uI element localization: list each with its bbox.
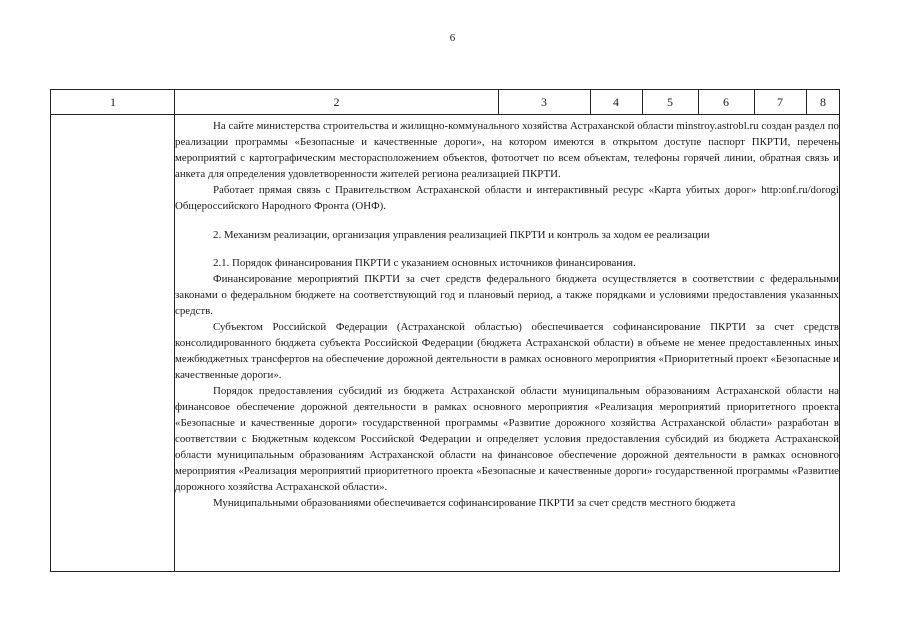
paragraph-federal-funding: Финансирование мероприятий ПКРТИ за счет средств федерального бюджета осуществляется в соответствии с федеральными законами о федеральном бюджете на соответствующий год и плановый период, а также порядками и условиями предоставления указанных средств.	[175, 273, 839, 317]
paragraph-subsidy-procedure: Порядок предоставления субсидий из бюджета Астраханской области муниципальным образованиям Астраханской области на финансовое обеспечение дорожной деятельности в рамках основного мероприятия «Реализация мероприятий приоритетного проекта «Безопасные и качественные дороги» государственной программы «Развитие дорожного хозяйства Астраханской области» разработан в соответствии с Бюджетным кодексом Российской Федерации и определяет условия предоставления субсидий из бюджета Астраханской области муниципальным образованиям Астраханской области на финансовое обеспечение дорожной деятельности в рамках основного мероприятия «Реализация мероприятий приоритетного проекта «Безопасные и качественные дороги» государственной программы «Развитие дорожного хозяйства Астраханской области».	[175, 385, 839, 493]
column-header-4: 4	[613, 95, 619, 109]
column-header-5: 5	[667, 95, 673, 109]
subsection-heading: 2.1. Порядок финансирования ПКРТИ с указанием основных источников финансирования.	[213, 257, 636, 269]
paragraph-website: На сайте министерства строительства и жилищно-коммунального хозяйства Астраханской области minstroy.astrobl.ru создан раздел по реализации программы «Безопасные и качественные дороги», на котором имеются в открытом доступе паспорт ПКРТИ, перечень мероприятий с картографическим месторасположением объектов, фотоотчет по всем объектам, телефоны горячей линии, обратная связь и анкета для определения удовлетворенности жителей региона реализацией ПКРТИ.	[175, 120, 839, 180]
column-header-3: 3	[541, 95, 547, 109]
column-divider	[498, 90, 499, 114]
table-header-row	[51, 90, 839, 115]
column-divider	[698, 90, 699, 114]
paragraph-municipal-cofinancing: Муниципальными образованиями обеспечивается софинансирование ПКРТИ за счет средств местного бюджета	[213, 497, 736, 509]
paragraph-regional-cofinancing: Субъектом Российской Федерации (Астраханской областью) обеспечивается софинансирование ПКРТИ за счет средств консолидированного бюджета субъекта Российской Федерации (бюджета Астраханской области) в объеме не менее предоставленных иных межбюджетных трансфертов на обеспечение дорожной деятельности в рамках основного мероприятия «Приоритетный проект «Безопасные и качественные дороги».	[175, 321, 839, 381]
column-header-6: 6	[723, 95, 729, 109]
column-divider	[642, 90, 643, 114]
section-heading: 2. Механизм реализации, организация управления реализацией ПКРТИ и контроль за ходом ее реализации	[213, 229, 710, 241]
document-table	[50, 89, 840, 572]
column-header-7: 7	[777, 95, 783, 109]
document-body	[175, 118, 839, 511]
column-header-2: 2	[333, 95, 340, 109]
column-divider	[806, 90, 807, 114]
page-number: 6	[449, 32, 456, 44]
column-divider	[754, 90, 755, 114]
column-header-8: 8	[820, 95, 826, 109]
column-divider	[590, 90, 591, 114]
column-header-1: 1	[110, 95, 116, 109]
paragraph-direct-link: Работает прямая связь с Правительством Астраханской области и интерактивный ресурс «Карта убитых дорог» http:onf.ru/dorogi Общероссийского Народного Фронта (ОНФ).	[175, 184, 839, 212]
